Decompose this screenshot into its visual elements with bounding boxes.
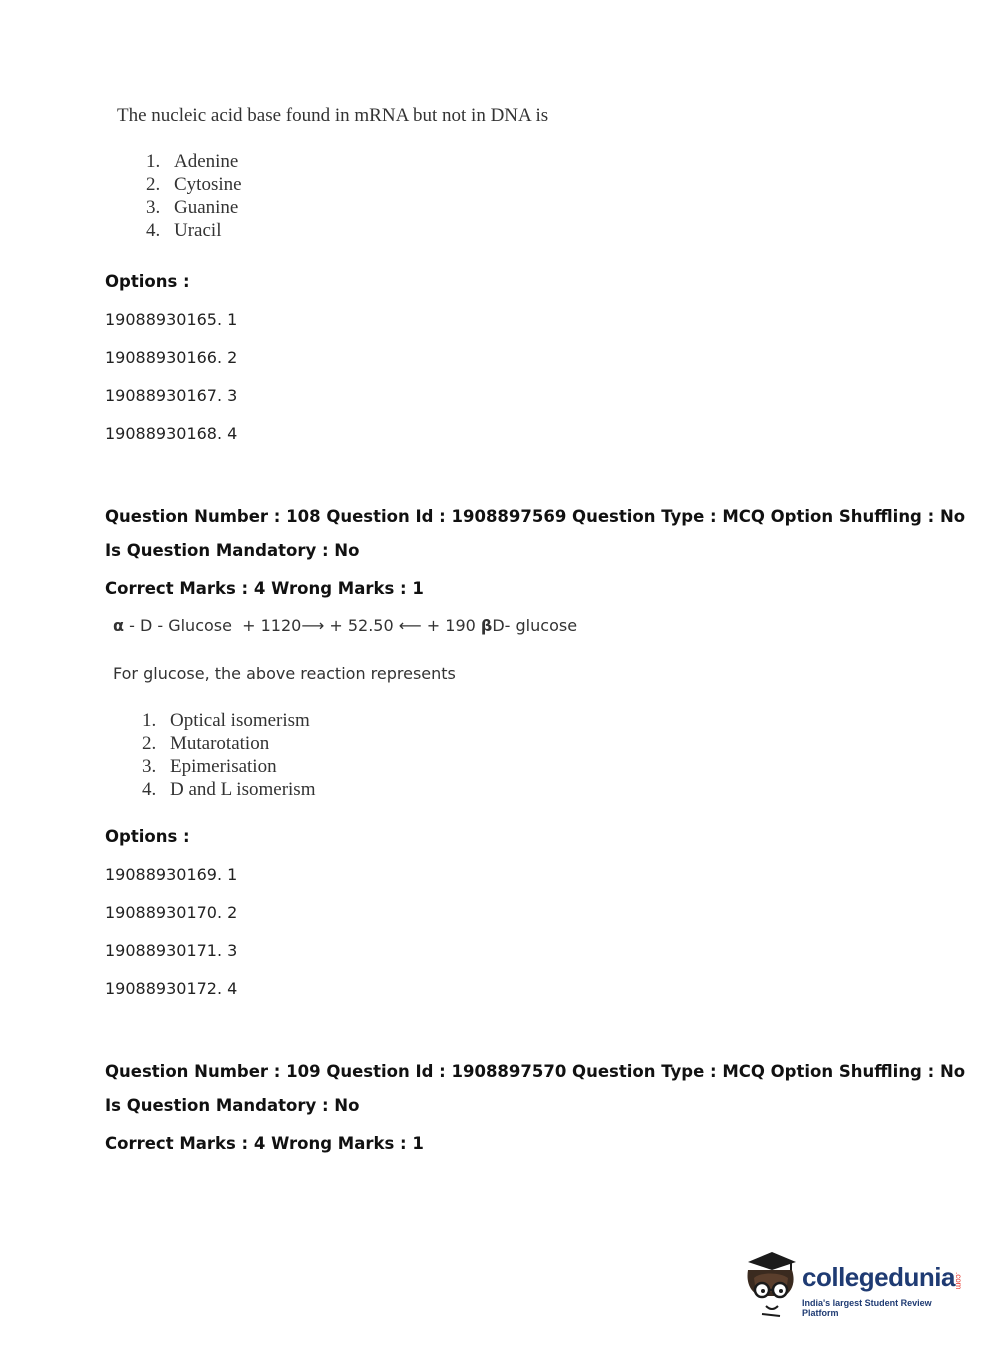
choice-item: 3. Guanine — [146, 197, 239, 218]
options-label: Options : — [105, 272, 190, 291]
choice-item: 4. Uracil — [146, 220, 222, 241]
question-stem: For glucose, the above reaction represents — [113, 664, 456, 683]
collegedunia-logo — [740, 1248, 970, 1320]
choice-list — [142, 709, 315, 801]
mascot-icon — [740, 1248, 800, 1318]
logo-tagline: India's largest Student Review Platform — [802, 1298, 932, 1318]
question-marks: Correct Marks : 4 Wrong Marks : 1 — [105, 1134, 424, 1153]
option-item: 19088930172. 4 — [105, 979, 238, 998]
question-mandatory: Is Question Mandatory : No — [105, 1096, 360, 1115]
question-marks: Correct Marks : 4 Wrong Marks : 1 — [105, 579, 424, 598]
option-item: 19088930169. 1 — [105, 865, 238, 884]
question-header: Question Number : 109 Question Id : 1908897570 Question Type : MCQ Option Shuffling : No — [105, 1062, 966, 1081]
option-item: 19088930168. 4 — [105, 424, 238, 443]
logo-wordmark: collegedunia — [802, 1262, 955, 1292]
choice-item: 2. Mutarotation — [142, 733, 270, 754]
option-item: 19088930170. 2 — [105, 903, 238, 922]
logo-suffix: .com — [954, 1272, 963, 1290]
choice-item: 1. Adenine — [146, 151, 239, 172]
choice-item: 1. Optical isomerism — [142, 710, 310, 731]
choice-item: 2. Cytosine — [146, 174, 242, 195]
option-item: 19088930165. 1 — [105, 310, 238, 329]
option-item: 19088930167. 3 — [105, 386, 238, 405]
question-mandatory: Is Question Mandatory : No — [105, 541, 360, 560]
reaction-equation: α - D - Glucose + 1120⟶ + 52.50 ⟵ + 190 βD- glucose — [113, 616, 578, 635]
options-label: Options : — [105, 827, 190, 846]
choice-list — [146, 150, 242, 242]
option-item: 19088930171. 3 — [105, 941, 238, 960]
option-item: 19088930166. 2 — [105, 348, 238, 367]
choice-item: 3. Epimerisation — [142, 756, 277, 777]
choice-item: 4. D and L isomerism — [142, 779, 316, 800]
question-header: Question Number : 108 Question Id : 1908897569 Question Type : MCQ Option Shuffling : No — [105, 507, 966, 526]
question-stem: The nucleic acid base found in mRNA but not in DNA is — [117, 105, 549, 126]
